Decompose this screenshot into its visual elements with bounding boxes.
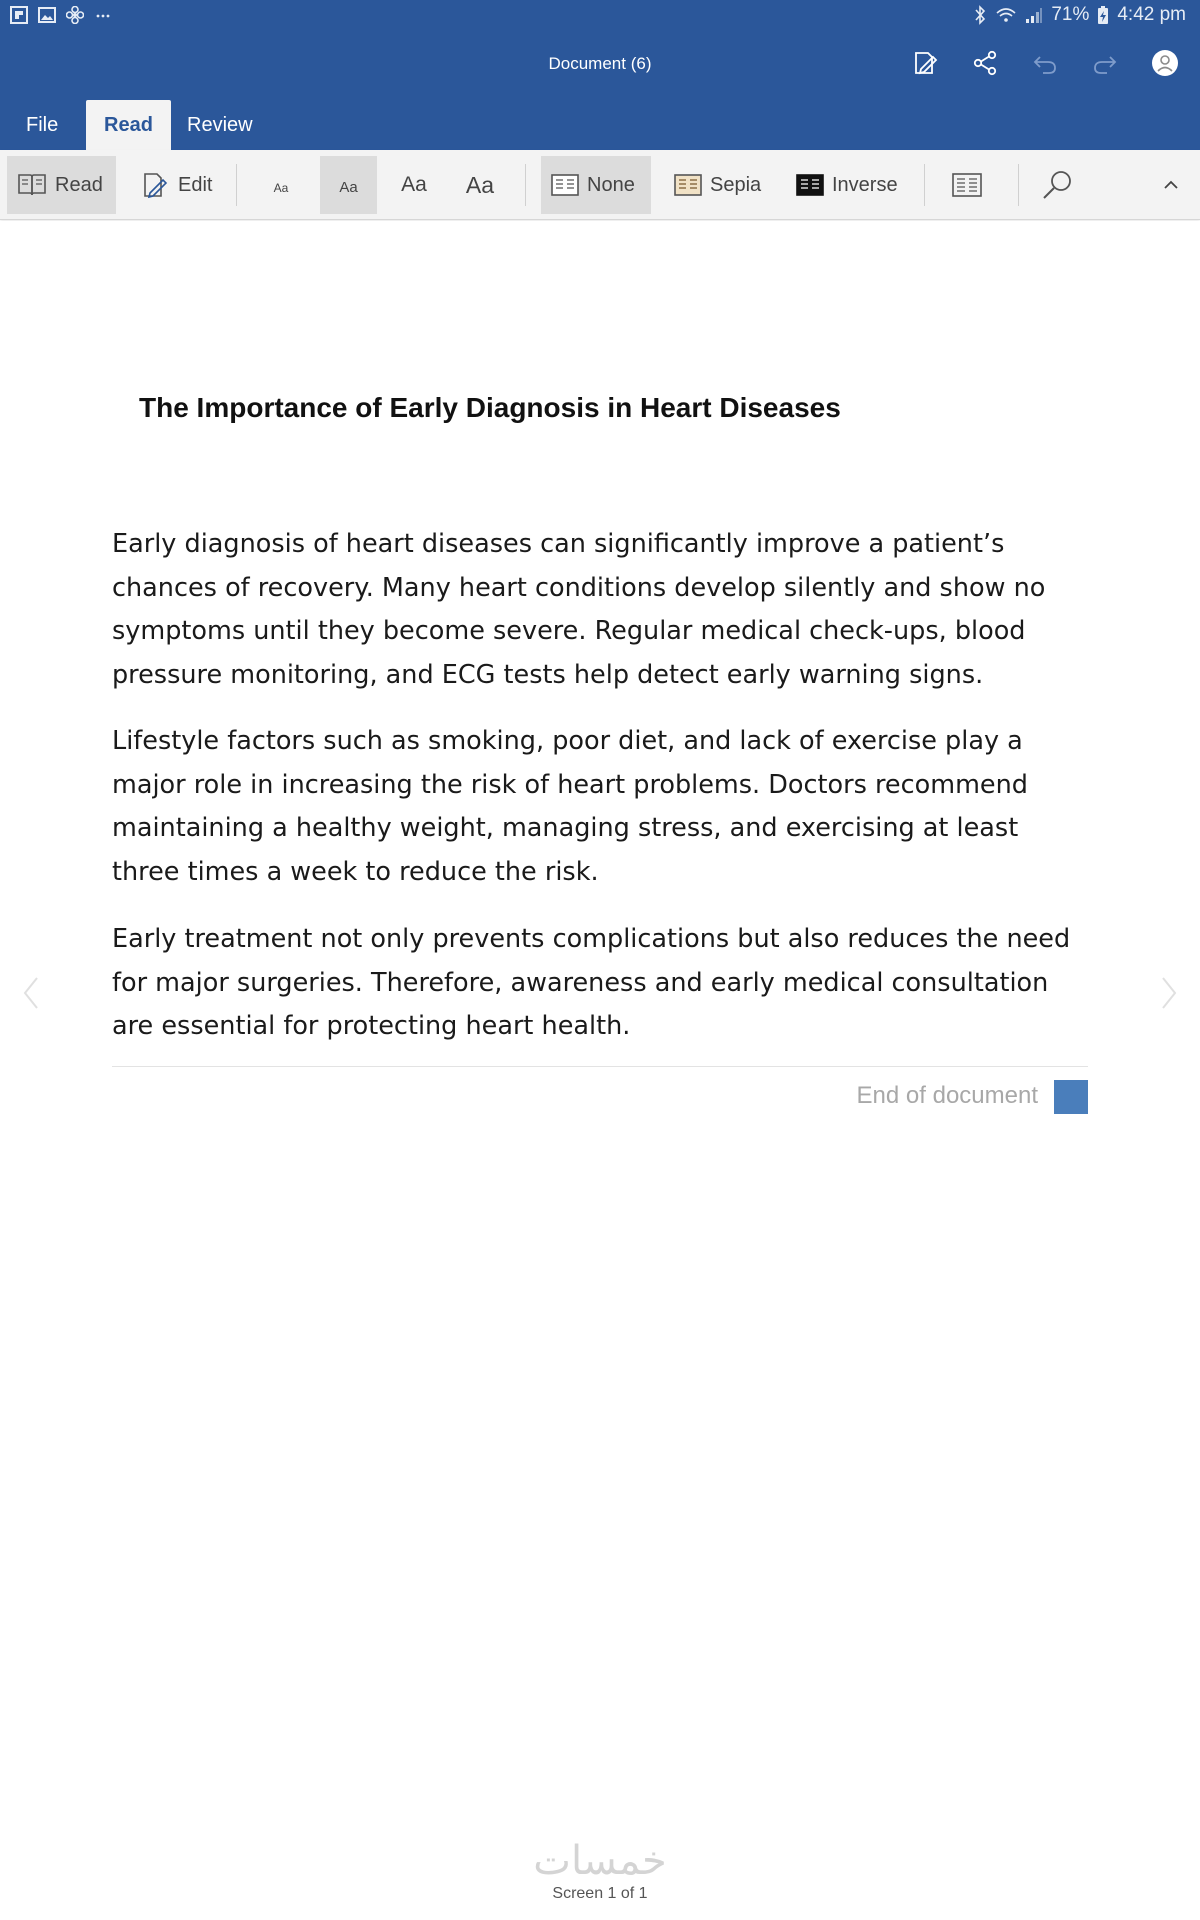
battery-percent: 71% <box>1051 4 1090 25</box>
read-mode-label: Read <box>55 173 103 196</box>
chevron-left-icon <box>21 975 41 1016</box>
page-none-icon <box>551 174 579 196</box>
redo-icon[interactable] <box>1088 46 1122 80</box>
font-size-smallest-button[interactable]: Aa <box>273 181 289 195</box>
book-open-icon <box>17 172 47 198</box>
ribbon-separator <box>924 164 925 206</box>
document-canvas <box>0 221 1200 1920</box>
wifi-icon <box>995 6 1017 24</box>
font-size-medium-button[interactable]: Aa <box>401 173 427 196</box>
find-button[interactable] <box>1030 156 1084 214</box>
more-notifications-icon <box>94 6 112 24</box>
document-paragraph: Early treatment not only prevents complications but also reduces the need for major surgeries. Therefore, awareness and early medical consultation are essential for protecting heart health. <box>112 924 1071 1041</box>
color-none-button[interactable] <box>541 156 651 214</box>
color-sepia-button[interactable] <box>664 156 771 214</box>
screen-indicator: Screen 1 of 1 <box>552 1885 648 1902</box>
gallery-icon <box>38 6 56 24</box>
document-paragraph: Lifestyle factors such as smoking, poor diet, and lack of exercise play a major role in increasing the risk of heart problems. Doctors recommend maintaining a healthy weight, managing stress, and exercising at least three times a week to reduce the risk. <box>112 726 1028 887</box>
collapse-ribbon-button[interactable] <box>1152 156 1190 214</box>
page-sepia-icon <box>674 174 702 196</box>
tab-read[interactable]: Read <box>86 100 171 150</box>
ribbon-separator <box>236 164 237 206</box>
flipboard-icon <box>10 6 28 24</box>
document-title: Document (6) <box>548 54 652 73</box>
battery-charging-icon <box>1097 5 1109 25</box>
ribbon-separator <box>1018 164 1019 206</box>
watermark-logo: خمسات <box>533 1838 667 1884</box>
status-bar <box>0 0 1200 36</box>
columns-icon <box>952 173 982 197</box>
font-size-small-button[interactable]: Aa <box>320 156 377 214</box>
clock: 4:42 pm <box>1117 4 1186 25</box>
end-of-document-marker <box>1054 1080 1088 1114</box>
read-mode-button[interactable] <box>7 156 116 214</box>
edit-mode-label: Edit <box>178 173 213 196</box>
edit-mode-button[interactable] <box>132 156 222 214</box>
bluetooth-icon <box>973 5 987 25</box>
end-of-document-label: End of document <box>856 1082 1038 1109</box>
chevron-up-icon <box>1162 179 1180 191</box>
color-inverse-label: Inverse <box>832 173 898 196</box>
page-inverse-icon <box>796 174 824 196</box>
document-paragraph: Early diagnosis of heart diseases can significantly improve a patient’s chances of recovery. Many heart conditions develop silently and show no symptoms until they become severe. Regular medical check-ups, blood pressure monitoring, and ECG tests help detect early warning signs. <box>112 529 1046 690</box>
search-icon <box>1040 168 1074 202</box>
document-heading: The Importance of Early Diagnosis in Heart Diseases <box>139 392 841 423</box>
read-ribbon <box>0 150 1200 220</box>
title-bar <box>0 36 1200 92</box>
account-avatar-icon[interactable] <box>1148 46 1182 80</box>
next-screen-arrow[interactable] <box>1154 970 1184 1020</box>
font-size-large-button[interactable]: Aa <box>465 171 495 198</box>
signal-icon <box>1025 6 1043 24</box>
color-inverse-button[interactable] <box>786 156 908 214</box>
undo-icon[interactable] <box>1028 46 1062 80</box>
tab-file[interactable]: File <box>26 114 59 136</box>
tab-review[interactable]: Review <box>187 114 253 136</box>
edit-pencil-icon <box>142 170 170 200</box>
ribbon-tabs <box>0 92 1200 150</box>
color-none-label: None <box>587 173 635 196</box>
end-divider <box>112 1066 1088 1067</box>
color-sepia-label: Sepia <box>710 173 762 196</box>
pinwheel-icon <box>66 6 84 24</box>
column-layout-button[interactable] <box>942 156 992 214</box>
ribbon-separator <box>525 164 526 206</box>
chevron-right-icon <box>1159 975 1179 1016</box>
share-icon[interactable] <box>968 46 1002 80</box>
previous-screen-arrow[interactable] <box>16 970 46 1020</box>
edit-document-icon[interactable] <box>908 46 942 80</box>
